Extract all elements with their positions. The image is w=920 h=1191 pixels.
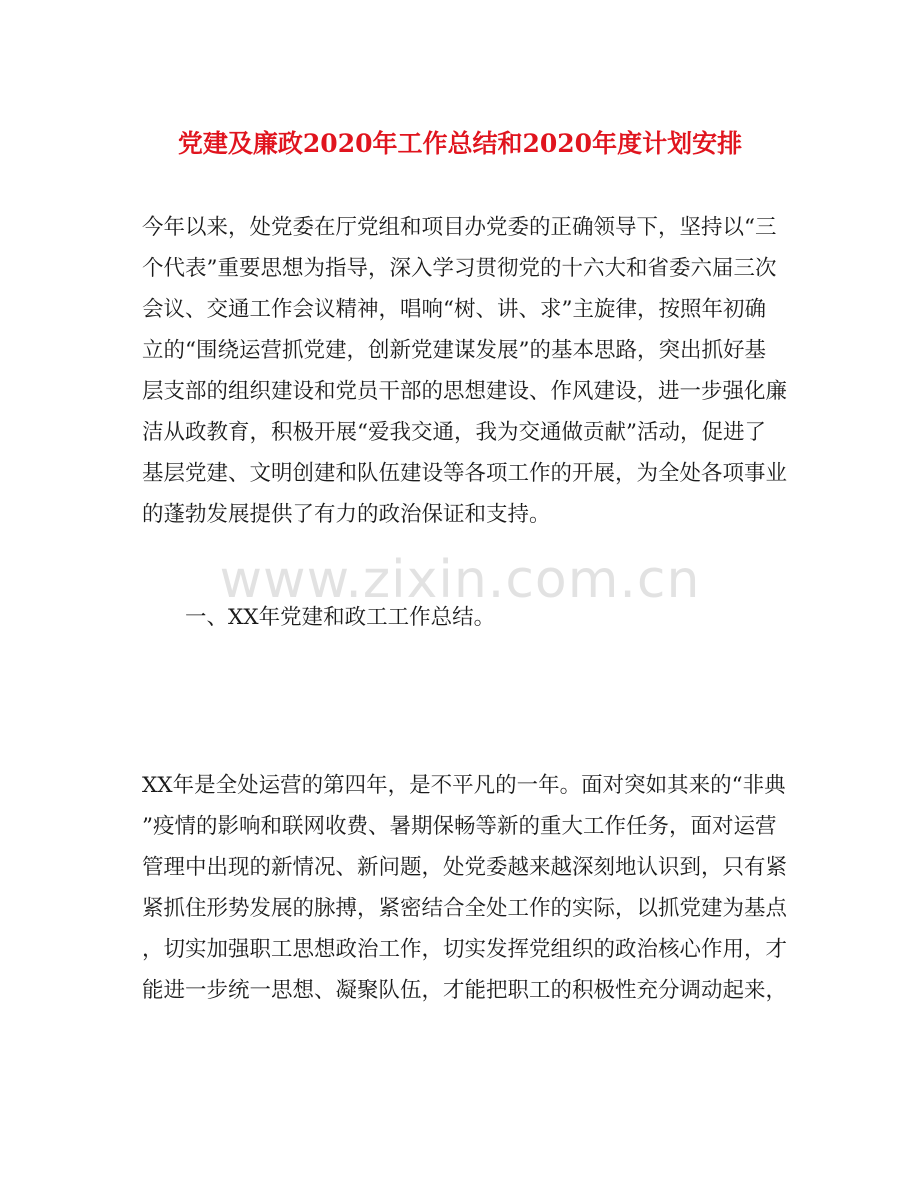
paragraph-2-line: ”疫情的影响和联网收费、暑期保畅等新的重大工作任务，面对运营 [142,814,777,839]
paragraph-2-line: XX年是全处运营的第四年，是不平凡的一年。面对突如其来的“非典 [142,773,786,798]
paragraph-2-line: ，切实加强职工思想政治工作，切实发挥党组织的政治核心作用，才 [142,937,788,962]
paragraph-1-line: 层支部的组织建设和党员干部的思想建设、作风建设，进一步强化廉 [142,379,788,404]
paragraph-2-line: 紧抓住形势发展的脉搏，紧密结合全处工作的实际，以抓党建为基点 [142,896,788,921]
watermark: www.zixin.com.cn [219,550,701,610]
paragraph-1-line: 今年以来，处党委在厅党组和项目办党委的正确领导下，坚持以“三 [142,215,777,240]
paragraph-2-line: 能进一步统一思想、凝聚队伍，才能把职工的积极性充分调动起来， [142,978,788,1003]
paragraph-2-line: 管理中出现的新情况、新问题，处党委越来越深刻地认识到，只有紧 [142,855,788,880]
section-heading: 一、XX年党建和政工工作总结。 [185,605,496,630]
paragraph-1-line: 基层党建、文明创建和队伍建设等各项工作的开展，为全处各项事业 [142,461,788,486]
paragraph-1-line: 立的“围绕运营抓党建，创新党建谋发展”的基本思路，突出抓好基 [142,338,766,363]
document-title: 党建及廉政2020年工作总结和2020年度计划安排 [177,129,743,158]
paragraph-1-line: 会议、交通工作会议精神，唱响“树、讲、求”主旋律，按照年初确 [142,297,766,322]
paragraph-1-line: 的蓬勃发展提供了有力的政治保证和支持。 [142,502,551,527]
paragraph-1-line: 洁从政教育，积极开展“爱我交通，我为交通做贡献”活动，促进了 [142,420,766,445]
paragraph-1-line: 个代表”重要思想为指导，深入学习贯彻党的十六大和省委六届三次 [142,256,777,281]
